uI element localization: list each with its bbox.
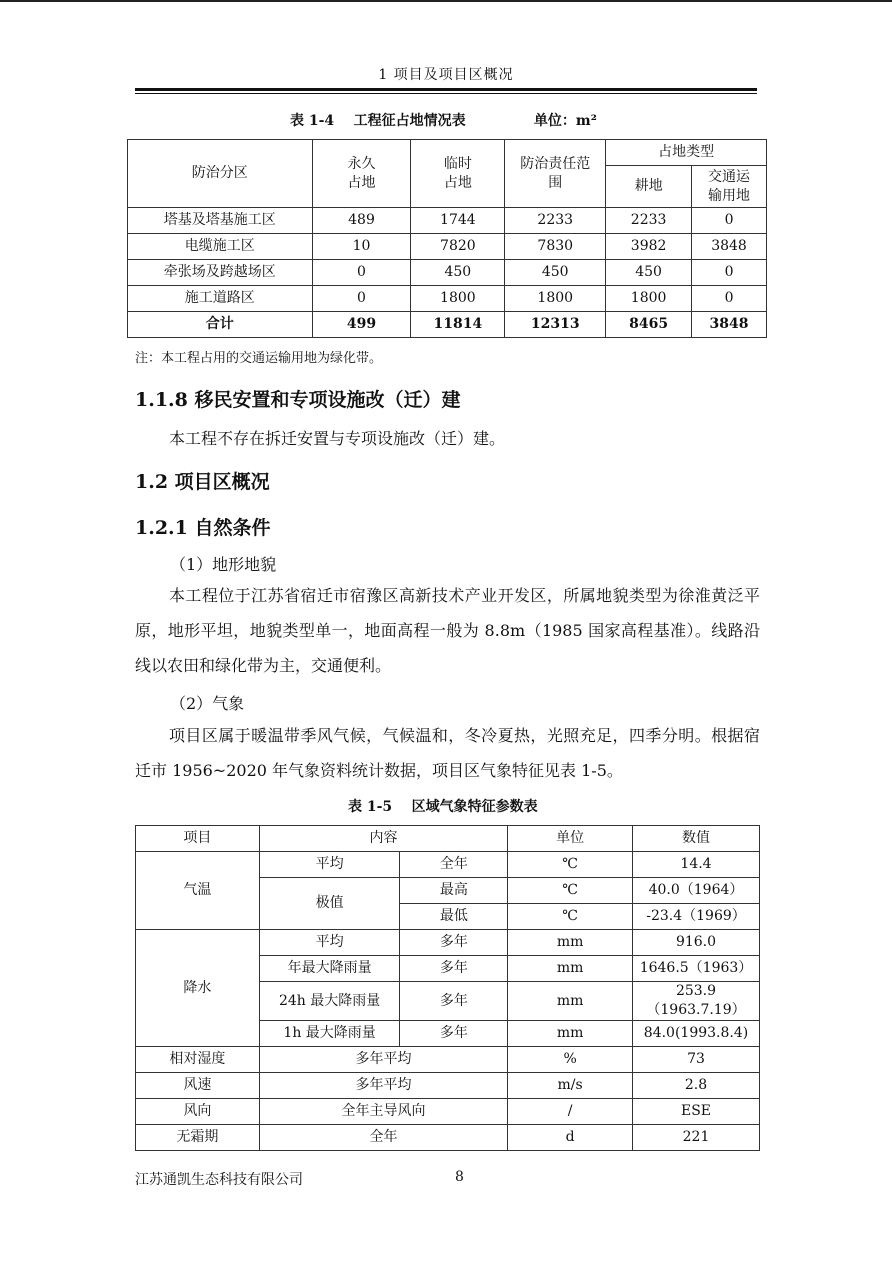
land-occupation-table [127, 139, 767, 338]
cell: 916.0 [633, 930, 760, 956]
cell: 1646.5（1963） [633, 956, 760, 982]
cell: 风向 [136, 1099, 260, 1125]
cell: 多年 [400, 930, 508, 956]
table-row [128, 286, 767, 312]
paragraph-climate: 项目区属于暖温带季风气候，气候温和，冬冷夏热，光照充足，四季分明。根据宿迁市 1956~2020 年气象资料统计数据，项目区气象特征见表 1-5。 [135, 726, 760, 780]
paragraph: 本工程不存在拆迁安置与专项设施改（迁）建。 [169, 429, 506, 448]
cell: 10 [312, 234, 411, 260]
cell: 全年 [400, 852, 508, 878]
footer-company: 江苏通凯生态科技有限公司 [135, 1172, 303, 1188]
th-content: 内容 [259, 826, 508, 852]
cell: 年最大降雨量 [259, 956, 400, 982]
cell: 7820 [411, 234, 505, 260]
section-heading-1-2-1: 1.2.1 自然条件 [135, 517, 271, 539]
cell: 12313 [505, 312, 606, 338]
table-row [136, 1073, 760, 1099]
cell: -23.4（1969） [633, 904, 760, 930]
cell: 253.9（1963.7.19） [633, 982, 760, 1021]
cell: / [508, 1099, 633, 1125]
cell: mm [508, 982, 633, 1021]
cell: 11814 [411, 312, 505, 338]
table-row [128, 234, 767, 260]
cell: 221 [633, 1125, 760, 1151]
total-row [128, 312, 767, 338]
table1-note: 注：本工程占用的交通运输用地为绿化带。 [135, 351, 383, 366]
cell: mm [508, 930, 633, 956]
cell: 489 [312, 208, 411, 234]
cell: 塔基及塔基施工区 [128, 208, 313, 234]
cell: 2233 [505, 208, 606, 234]
cell: 450 [505, 260, 606, 286]
page-number: 8 [455, 1169, 464, 1185]
header-rule-thick [135, 88, 757, 91]
cell: % [508, 1047, 633, 1073]
running-header: 1 项目及项目区概况 [378, 67, 514, 83]
table-row [136, 1047, 760, 1073]
cell: 24h 最大降雨量 [259, 982, 400, 1021]
table-row [128, 260, 767, 286]
cell: 风速 [136, 1073, 260, 1099]
cell: 1800 [505, 286, 606, 312]
cell: 多年平均 [259, 1073, 508, 1099]
section-heading-1-1-8: 1.1.8 移民安置和专项设施改（迁）建 [135, 389, 461, 411]
cell: 无霜期 [136, 1125, 260, 1151]
cell: 全年主导风向 [259, 1099, 508, 1125]
paragraph-terrain: 本工程位于江苏省宿迁市宿豫区高新技术产业开发区，所属地貌类型为徐淮黄泛平原，地形平坦，地貌类型单一，地面高程一般为 8.8m（1985 国家高程基准）。线路沿线以农田和绿化带为主，交通便利。 [135, 586, 760, 675]
cell: 1h 最大降雨量 [259, 1021, 400, 1047]
cell: 0 [692, 208, 767, 234]
cell: 499 [312, 312, 411, 338]
cell: 气温 [136, 852, 260, 930]
header-rule-thin [135, 93, 757, 94]
cell: 0 [692, 286, 767, 312]
cell: 0 [692, 260, 767, 286]
cell: 3848 [692, 234, 767, 260]
cell: 降水 [136, 930, 260, 1047]
table-row [128, 208, 767, 234]
table-row [136, 1099, 760, 1125]
cell: d [508, 1125, 633, 1151]
top-border [0, 0, 892, 2]
cell: 相对湿度 [136, 1047, 260, 1073]
cell: 平均 [259, 930, 400, 956]
cell: 合计 [128, 312, 313, 338]
cell: 8465 [606, 312, 692, 338]
cell: 84.0(1993.8.4) [633, 1021, 760, 1047]
table2-caption: 表 1-5 区域气象特征参数表 [348, 799, 538, 815]
cell: 最高 [400, 878, 508, 904]
cell: 40.0（1964） [633, 878, 760, 904]
cell: 3982 [606, 234, 692, 260]
cell: 1800 [606, 286, 692, 312]
table1-caption: 表 1-4 工程征占地情况表 单位：m² [290, 113, 597, 129]
cell: 450 [411, 260, 505, 286]
th-farmland: 耕地 [606, 166, 692, 208]
subheading-terrain: （1）地形地貌 [170, 555, 277, 574]
table-row [136, 852, 760, 878]
cell: 平均 [259, 852, 400, 878]
section-heading-1-2: 1.2 项目区概况 [135, 471, 270, 493]
cell: ESE [633, 1099, 760, 1125]
cell: 73 [633, 1047, 760, 1073]
cell: 14.4 [633, 852, 760, 878]
th-responsibility: 防治责任范 围 [505, 140, 606, 208]
table-row [136, 1125, 760, 1151]
table-row [136, 930, 760, 956]
cell: 极值 [259, 878, 400, 930]
cell: 最低 [400, 904, 508, 930]
cell: m/s [508, 1073, 633, 1099]
th-traffic-land: 交通运 输用地 [692, 166, 767, 208]
cell: 多年 [400, 1021, 508, 1047]
cell: 2233 [606, 208, 692, 234]
cell: 1744 [411, 208, 505, 234]
th-land-type: 占地类型 [606, 140, 767, 166]
cell: 施工道路区 [128, 286, 313, 312]
th-unit: 单位 [508, 826, 633, 852]
cell: 2.8 [633, 1073, 760, 1099]
cell: mm [508, 1021, 633, 1047]
cell: 电缆施工区 [128, 234, 313, 260]
th-value: 数值 [633, 826, 760, 852]
th-zone: 防治分区 [128, 140, 313, 208]
subheading-climate: （2）气象 [170, 694, 245, 713]
cell: 多年平均 [259, 1047, 508, 1073]
cell: 全年 [259, 1125, 508, 1151]
th-permanent: 永久 占地 [312, 140, 411, 208]
th-temporary: 临时 占地 [411, 140, 505, 208]
cell: ℃ [508, 852, 633, 878]
cell: 多年 [400, 956, 508, 982]
cell: 3848 [692, 312, 767, 338]
cell: mm [508, 956, 633, 982]
cell: 7830 [505, 234, 606, 260]
cell: ℃ [508, 904, 633, 930]
th-item: 项目 [136, 826, 260, 852]
cell: 0 [312, 260, 411, 286]
cell: 1800 [411, 286, 505, 312]
cell: 450 [606, 260, 692, 286]
climate-parameter-table [135, 825, 760, 1151]
cell: ℃ [508, 878, 633, 904]
cell: 0 [312, 286, 411, 312]
cell: 牵张场及跨越场区 [128, 260, 313, 286]
cell: 多年 [400, 982, 508, 1021]
